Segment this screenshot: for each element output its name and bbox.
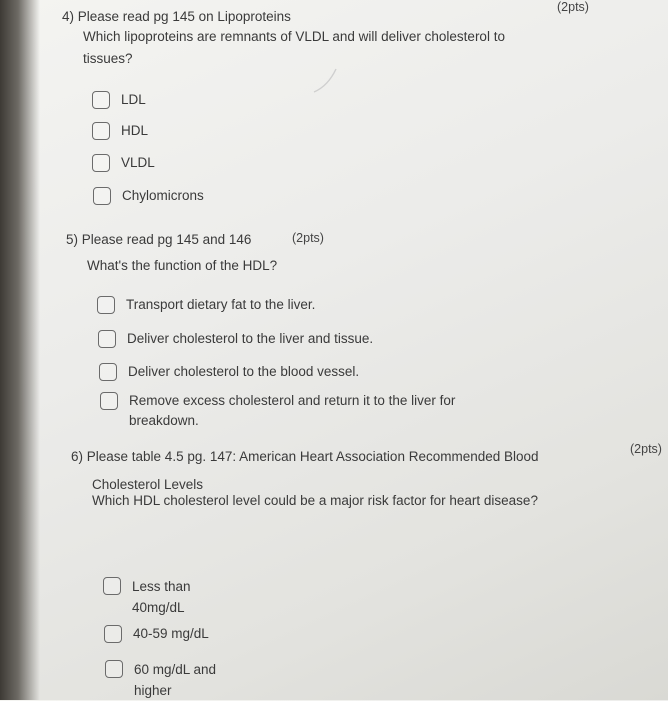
- q4-option-ldl-label: LDL: [121, 92, 146, 107]
- q6-points: (2pts): [630, 442, 662, 456]
- q6-option-3-label-line2: higher: [134, 683, 172, 698]
- q4-option-chylomicrons-label: Chylomicrons: [122, 188, 204, 203]
- q4-option-vldl[interactable]: [92, 153, 155, 173]
- q5-prompt: What's the function of the HDL?: [87, 258, 278, 273]
- q5-checkbox-4[interactable]: [100, 392, 118, 410]
- q4-checkbox-ldl[interactable]: [92, 91, 110, 109]
- q6-option-less-than-40[interactable]: [103, 576, 191, 618]
- q6-option-1-label-line1: Less than: [132, 579, 191, 594]
- q5-checkbox-3[interactable]: [99, 363, 117, 381]
- q4-points: (2pts): [557, 0, 589, 14]
- page-edge-shadow: [0, 0, 40, 700]
- q5-option-1-label: Transport dietary fat to the liver.: [126, 297, 316, 312]
- q4-option-chylomicrons[interactable]: [93, 186, 204, 206]
- q5-checkbox-1[interactable]: [97, 296, 115, 314]
- q5-option-2-label: Deliver cholesterol to the liver and tissue.: [127, 331, 374, 346]
- q4-checkbox-hdl[interactable]: [92, 122, 110, 140]
- q6-option-3-label-line1: 60 mg/dL and: [134, 662, 217, 677]
- q5-option-3[interactable]: [99, 362, 359, 382]
- pencil-stroke: [310, 66, 340, 96]
- q4-prompt-line2: tissues?: [83, 51, 133, 66]
- q5-option-4-label-line2: breakdown.: [129, 413, 199, 428]
- q6-option-1-label-line2: 40mg/dL: [132, 600, 185, 615]
- q4-checkbox-vldl[interactable]: [92, 154, 110, 172]
- q4-title: 4) Please read pg 145 on Lipoproteins: [62, 9, 291, 24]
- q6-option-60-and-higher[interactable]: [105, 659, 216, 701]
- q5-option-1[interactable]: [97, 295, 315, 315]
- q6-checkbox-3[interactable]: [105, 660, 123, 678]
- q5-checkbox-2[interactable]: [98, 330, 116, 348]
- q6-checkbox-2[interactable]: [104, 625, 122, 643]
- q6-checkbox-1[interactable]: [103, 577, 121, 595]
- q5-title: 5) Please read pg 145 and 146: [66, 232, 252, 247]
- q4-option-hdl[interactable]: [92, 121, 148, 141]
- q5-option-2[interactable]: [98, 329, 373, 349]
- q4-checkbox-chylomicrons[interactable]: [93, 187, 111, 205]
- q5-option-3-label: Deliver cholesterol to the blood vessel.: [128, 364, 360, 379]
- q6-prompt: Which HDL cholesterol level could be a major risk factor for heart disease?: [92, 493, 538, 508]
- q6-option-2-label: 40-59 mg/dL: [133, 626, 209, 641]
- q5-option-4-label-line1: Remove excess cholesterol and return it to the liver for: [129, 393, 456, 408]
- q4-option-ldl[interactable]: [92, 90, 146, 110]
- q6-title-line2: Cholesterol Levels: [92, 477, 204, 492]
- q5-points: (2pts): [292, 231, 324, 245]
- q5-option-4[interactable]: [100, 391, 455, 431]
- q4-prompt-line1: Which lipoproteins are remnants of VLDL and will deliver cholesterol to: [83, 29, 505, 44]
- q4-option-vldl-label: VLDL: [121, 155, 155, 170]
- q4-option-hdl-label: HDL: [121, 123, 149, 138]
- q6-option-40-59[interactable]: [104, 624, 209, 644]
- q6-title-line1: 6) Please table 4.5 pg. 147: American Heart Association Recommended Blood: [71, 449, 539, 464]
